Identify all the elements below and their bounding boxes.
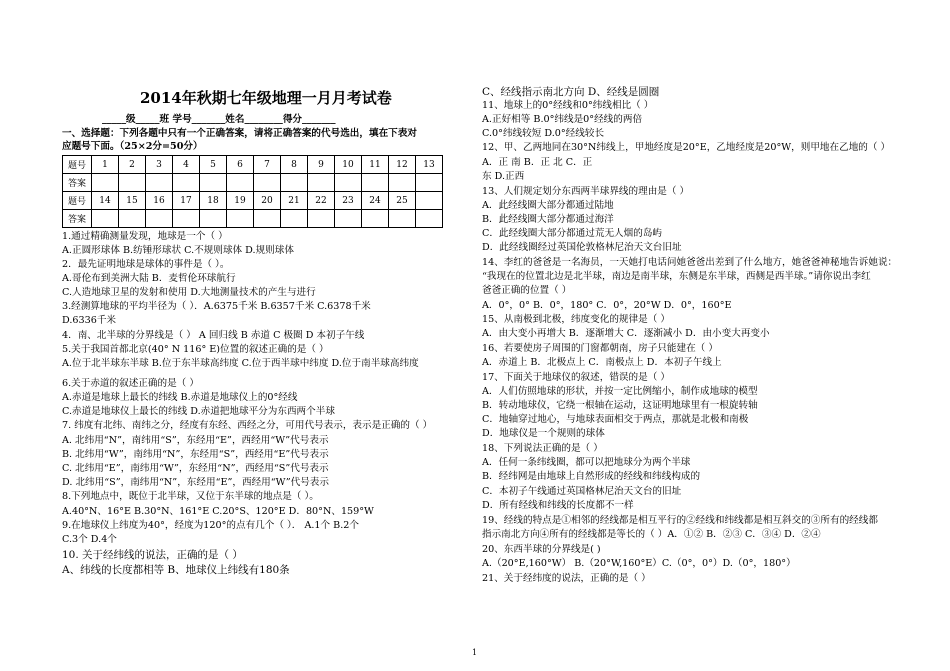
answer-cell[interactable] xyxy=(362,210,389,228)
answer-cell[interactable] xyxy=(200,174,227,192)
option-line: C.0°纬线较短 D.0°经线较长 xyxy=(482,128,605,139)
option-line: B．此经线圈大部分都通过海洋 xyxy=(482,214,614,225)
option-line: D．所有经线和纬线的长度都不一样 xyxy=(482,500,634,511)
table-header-cell: 题号 xyxy=(63,156,92,174)
option-line: C．本初子午线通过英国格林尼治天文台的旧址 xyxy=(482,486,682,497)
question-line: 21、关于经纬度的说法，正确的是（ ） xyxy=(482,573,651,584)
question-line: 12、甲、乙两地同在30°N纬线上，甲地经度是20°E，乙地经度是20°W，则甲地在乙地的（ ） xyxy=(482,142,891,153)
option-line: C.赤道是地球仪上最长的纬线 D.赤道把地球平分为东西两个半球 xyxy=(62,406,335,417)
option-line: C、经线指示南北方向 D、经线是圆圈 xyxy=(482,86,660,98)
answer-cell[interactable] xyxy=(254,210,281,228)
answer-cell[interactable] xyxy=(173,174,200,192)
question-line: 19、经线的特点是①相邻的经线都是相互平行的②经线和纬线都是相互斜交的③所有的经线都 xyxy=(482,515,878,526)
option-line: A.40°N、16°E B.30°N、161°E C.20°S、120°E D．80°N、159°W xyxy=(62,506,374,517)
option-line: A、纬线的长度都相等 B、地球仪上纬线有180条 xyxy=(62,564,290,576)
answer-cell[interactable] xyxy=(254,174,281,192)
table-cell: 1 xyxy=(92,156,119,174)
answer-cell[interactable] xyxy=(335,210,362,228)
table-row xyxy=(63,210,443,228)
table-cell: 20 xyxy=(254,192,281,210)
table-cell: 13 xyxy=(416,156,443,174)
table-cell: 15 xyxy=(119,192,146,210)
exam-title: 2014年秋期七年级地理一月月考试卷 xyxy=(140,89,392,107)
table-cell: 16 xyxy=(146,192,173,210)
question-line: 11、地球上的0°经线和0°纬线相比（ ） xyxy=(482,100,654,111)
answer-cell[interactable] xyxy=(227,210,254,228)
table-cell: 6 xyxy=(227,156,254,174)
answer-cell[interactable] xyxy=(119,210,146,228)
answer-cell[interactable] xyxy=(281,174,308,192)
question-line: 10. 关于经纬线的说法，正确的是（ ） xyxy=(62,549,243,561)
table-cell: 12 xyxy=(389,156,416,174)
question-line: 17、下面关于地球仪的叙述，错误的是（ ） xyxy=(482,372,670,383)
option-line: A.哥伦布到美洲大陆 B．麦哲伦环球航行 xyxy=(62,273,236,284)
table-header-cell: 题号 xyxy=(63,192,92,210)
question-line: 15、从南极到北极，纬度变化的规律是（ ） xyxy=(482,314,670,325)
option-line: C. 北纬用“E”，南纬用“W”，东经用“N”，西经用“S”代号表示 xyxy=(62,463,329,474)
question-line: 9.在地球仪上纬度为40°，经度为120°的点有几个（ ）． A.1个 B.2个 xyxy=(62,520,359,531)
question-line: 爸爸正确的位置（ ） xyxy=(482,285,572,296)
answer-cell[interactable] xyxy=(308,210,335,228)
question-line: 3.经测算地球的平均半径为（ ）．A.6375千米 B.6357千米 C.6378千米 xyxy=(62,301,371,312)
question-line: 4．南、北半球的分界线是（ ） A 回归线 B 赤道 C 极圈 D 本初子午线 xyxy=(62,330,365,341)
table-cell: 2 xyxy=(119,156,146,174)
table-cell: 5 xyxy=(200,156,227,174)
option-line: B．转动地球仪，它绕一根轴在运动，这证明地球里有一根旋转轴 xyxy=(482,400,758,411)
table-cell: 10 xyxy=(335,156,362,174)
table-cell: 17 xyxy=(173,192,200,210)
option-line: D．此经线圈经过英国伦敦格林尼治天文台旧址 xyxy=(482,242,682,253)
table-cell: 21 xyxy=(281,192,308,210)
option-line: A.位于北半球东半球 B.位于东半球高纬度 C.位于西半球中纬度 D.位于南半球高纬度 xyxy=(62,358,419,369)
answer-cell[interactable] xyxy=(416,210,443,228)
question-line: 7. 纬度有北纬、南纬之分，经度有东经、西经之分，可用代号表示，表示是正确的（ ） xyxy=(62,420,433,431)
table-header-cell: 答案 xyxy=(63,210,92,228)
option-line: C．地轴穿过地心，与地球表面相交于两点，那就是北极和南极 xyxy=(482,414,749,425)
answer-cell[interactable] xyxy=(119,174,146,192)
answer-cell[interactable] xyxy=(281,210,308,228)
question-line: 14、李红的爸爸是一名海员，一天她打电话问她爸爸出差到了什么地方，她爸爸神秘地告诉她说： xyxy=(482,257,898,268)
table-cell: 23 xyxy=(335,192,362,210)
answer-cell[interactable] xyxy=(146,210,173,228)
question-line: 20、东西半球的分界线是( ) xyxy=(482,544,601,555)
table-cell: 22 xyxy=(308,192,335,210)
table-row xyxy=(63,174,443,192)
question-line: 18、下列说法正确的是（ ） xyxy=(482,443,603,454)
option-line: A. 北纬用“N”，南纬用“S”，东经用“E”，西经用“W”代号表示 xyxy=(62,435,329,446)
table-cell: 3 xyxy=(146,156,173,174)
option-line: D. 北纬用“S”，南纬用“N”，东经用“E”，西经用“W”代号表示 xyxy=(62,477,329,488)
table-cell: 8 xyxy=(281,156,308,174)
table-cell: 7 xyxy=(254,156,281,174)
table-header-cell: 答案 xyxy=(63,174,92,192)
answer-cell[interactable] xyxy=(173,210,200,228)
option-line: B．经纬网是由地球上自然形成的经线和纬线构成的 xyxy=(482,471,701,482)
answer-table xyxy=(62,155,443,228)
option-line: A．由大变小再增大 B．逐渐增大 C．逐渐减小 D．由小变大再变小 xyxy=(482,328,770,339)
table-cell: 11 xyxy=(362,156,389,174)
option-line: A．人们仿照地球的形状，并按一定比例缩小，制作成地球的模型 xyxy=(482,386,758,397)
page-number: 1 xyxy=(472,648,478,657)
answer-cell[interactable] xyxy=(416,174,443,192)
answer-cell[interactable] xyxy=(92,174,119,192)
table-cell: 19 xyxy=(227,192,254,210)
option-line: C.人造地球卫星的发射和使用 D.大地测量技术的产生与进行 xyxy=(62,287,316,298)
section1-instruction-1: 一、选择题：下列各题中只有一个正确答案，请将正确答案的代号选出，填在下表对 xyxy=(62,128,417,139)
answer-cell[interactable] xyxy=(308,174,335,192)
student-info-line: _____级_____班 学号_______姓名________得分_______ xyxy=(102,114,336,125)
question-line: 2．最先证明地球是球体的事件是（ ）。 xyxy=(62,259,230,270)
option-line: D．地球仪是一个规则的球体 xyxy=(482,428,605,439)
option-line: D.6336千米 xyxy=(62,315,117,326)
option-line: 东 D.正西 xyxy=(482,171,525,182)
question-line: 13、人们规定划分东西两半球界线的理由是（ ） xyxy=(482,186,690,197)
table-row xyxy=(63,192,443,210)
table-row xyxy=(63,156,443,174)
option-line: C．此经线圈大部分都通过荒无人烟的岛屿 xyxy=(482,228,663,239)
question-line: 16、若要使房子周围的门窗都朝南，房子只能建在（ ） xyxy=(482,343,718,354)
option-line: A.（20°E,160°W） B.（20°W,160°E）C.（0°，0°）D.（0°，180°） xyxy=(482,558,796,569)
question-line: 8.下列地点中，既位于北半球，又位于东半球的地点是（ ）。 xyxy=(62,491,319,502)
answer-cell[interactable] xyxy=(389,210,416,228)
answer-cell[interactable] xyxy=(389,174,416,192)
option-line: A.正圆形球体 B.纺锤形球状 C.不规则球体 D.规则球体 xyxy=(62,245,294,256)
table-cell: 4 xyxy=(173,156,200,174)
table-cell: 9 xyxy=(308,156,335,174)
option-line: A．任何一条纬线圈，都可以把地球分为两个半球 xyxy=(482,457,691,468)
option-line: B. 北纬用“W”，南纬用“N”，东经用“S”，西经用“E”代号表示 xyxy=(62,449,329,460)
table-cell xyxy=(416,192,443,210)
question-line: 5.关于我国首都北京(40° N 116° E)位置的叙述正确的是（ ） xyxy=(62,344,329,355)
section1-instruction-2: 应题号下面。（25×2分=50分） xyxy=(62,141,203,152)
option-line: A.正好相等 B.0°纬线是0°经线的两倍 xyxy=(482,114,643,125)
option-line: A．赤道上 B．北极点上 C．南极点上 D．本初子午线上 xyxy=(482,357,722,368)
question-line: 指示南北方向④所有的经线都是等长的（ ）A．①② B．②③ C．③④ D．②④ xyxy=(482,529,821,540)
table-cell: 24 xyxy=(362,192,389,210)
answer-cell[interactable] xyxy=(146,174,173,192)
question-line: “我现在的位置北边是北半球，南边是南半球，东侧是东半球，西侧是西半球。”请你说出李红 xyxy=(482,271,871,282)
answer-cell[interactable] xyxy=(200,210,227,228)
answer-cell[interactable] xyxy=(92,210,119,228)
option-line: C.3个 D.4个 xyxy=(62,534,117,545)
answer-cell[interactable] xyxy=(362,174,389,192)
answer-cell[interactable] xyxy=(335,174,362,192)
option-line: A．正 南 B．正 北 C．正 xyxy=(482,157,593,168)
option-line: A．0°，0° B．0°，180° C．0°，20°W D．0°，160°E xyxy=(482,300,732,311)
table-cell: 25 xyxy=(389,192,416,210)
option-line: A.赤道是地球上最长的纬线 B.赤道是地球仪上的0°经线 xyxy=(62,392,298,403)
option-line: A．此经线圈大部分都通过陆地 xyxy=(482,200,614,211)
answer-cell[interactable] xyxy=(227,174,254,192)
table-cell: 18 xyxy=(200,192,227,210)
question-line: 1.通过精确测量发现，地球是一个（ ） xyxy=(62,231,228,242)
question-line: 6.关于赤道的叙述正确的是（ ） xyxy=(62,378,199,389)
table-cell: 14 xyxy=(92,192,119,210)
